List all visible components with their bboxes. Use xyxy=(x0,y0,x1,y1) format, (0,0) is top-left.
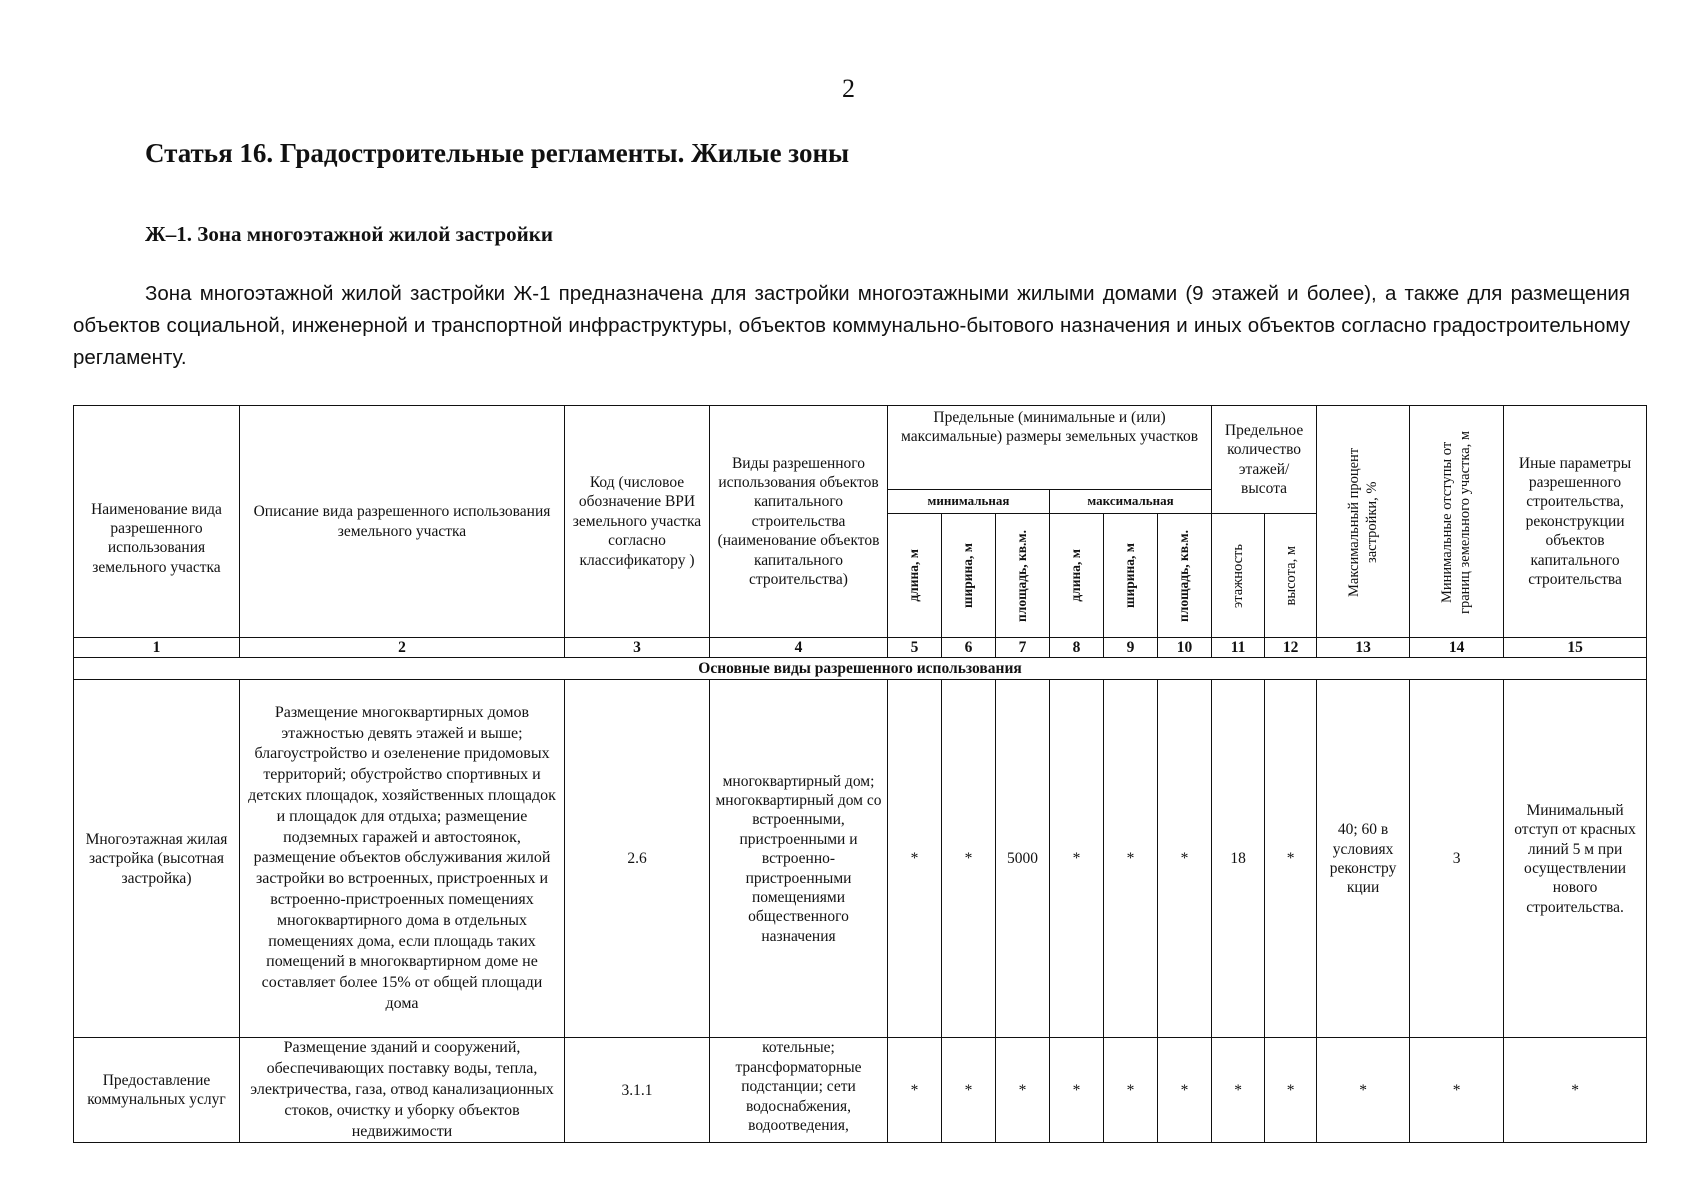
max-width-value: * xyxy=(1104,680,1158,1038)
regulations-table xyxy=(73,405,1647,1143)
use-name: Предоставление коммунальных услуг xyxy=(74,1038,240,1143)
header-floors-group: Предельное количество этажей/ высота xyxy=(1212,406,1317,514)
column-number: 8 xyxy=(1050,638,1104,658)
column-number: 15 xyxy=(1504,638,1647,658)
column-number: 11 xyxy=(1212,638,1265,658)
header-min-group: минимальная xyxy=(888,490,1050,514)
other-params-value: Минимальный отступ от красных линий 5 м при осуществлении нового строительства. xyxy=(1504,680,1647,1038)
max-length-value: * xyxy=(1050,680,1104,1038)
min-area-value: * xyxy=(996,1038,1050,1143)
header-col-15: Иные параметры разрешенного строительства, реконструкции объектов капитального строительства xyxy=(1504,406,1647,638)
column-number: 14 xyxy=(1410,638,1504,658)
coverage-value: 40; 60 в условиях реконстру кции xyxy=(1317,680,1410,1038)
min-length-value: * xyxy=(888,1038,942,1143)
column-number: 7 xyxy=(996,638,1050,658)
use-objects: многоквартирный дом; многоквартирный дом со встроенными, пристроенными и встроенно-пристроенными помещениями общественного назначения xyxy=(710,680,888,1038)
max-area-value: * xyxy=(1158,1038,1212,1143)
use-code: 2.6 xyxy=(565,680,710,1038)
table-header-row xyxy=(74,406,1647,490)
setback-value: * xyxy=(1410,1038,1504,1143)
min-area-value: 5000 xyxy=(996,680,1050,1038)
max-length-value: * xyxy=(1050,1038,1104,1143)
column-number: 6 xyxy=(942,638,996,658)
header-floors: этажность xyxy=(1212,514,1265,638)
header-col-3: Код (числовое обозначение ВРИ земельного участка согласно классификатору ) xyxy=(565,406,710,638)
header-col-14: Минимальные отступы от границ земельного участка, м xyxy=(1410,406,1504,638)
setback-value: 3 xyxy=(1410,680,1504,1038)
max-area-value: * xyxy=(1158,680,1212,1038)
header-col-4: Виды разрешенного использования объектов капитального строительства (наименование объектов капитального строительства) xyxy=(710,406,888,638)
column-number: 12 xyxy=(1265,638,1317,658)
column-number: 9 xyxy=(1104,638,1158,658)
column-number: 10 xyxy=(1158,638,1212,658)
header-col-13: Максимальный процент застройки, % xyxy=(1317,406,1410,638)
use-code: 3.1.1 xyxy=(565,1038,710,1143)
min-length-value: * xyxy=(888,680,942,1038)
floors-value: * xyxy=(1212,1038,1265,1143)
column-number: 4 xyxy=(710,638,888,658)
article-title: Статья 16. Градостроительные регламенты. Жилые зоны xyxy=(145,138,850,168)
column-number-row xyxy=(74,638,1647,658)
height-value: * xyxy=(1265,680,1317,1038)
intro-paragraph: Зона многоэтажной жилой застройки Ж-1 предназначена для застройки многоэтажными жилыми домами (9 этажей и более), а также для размещения объектов социальной, инженерной и транспортной инфраструктуры, объектов коммунально-бытового назначения и иных объектов согласно градостроительному регламенту. xyxy=(73,282,1630,369)
header-max-group: максимальная xyxy=(1050,490,1212,514)
header-height: высота, м xyxy=(1265,514,1317,638)
use-objects: котельные; трансформаторные подстанции; сети водоснабжения, водоотведения, xyxy=(710,1038,888,1143)
header-size-group: Предельные (минимальные и (или) максимальные) размеры земельных участков xyxy=(888,406,1212,490)
column-number: 1 xyxy=(74,638,240,658)
header-col-2: Описание вида разрешенного использования земельного участка xyxy=(240,406,565,638)
column-number: 2 xyxy=(240,638,565,658)
header-min-width: ширина, м xyxy=(942,514,996,638)
section-title: Основные виды разрешенного использования xyxy=(74,658,1647,680)
column-number: 3 xyxy=(565,638,710,658)
header-min-area: площадь, кв.м. xyxy=(996,514,1050,638)
header-max-length: длина, м xyxy=(1050,514,1104,638)
use-description: Размещение зданий и сооружений, обеспечивающих поставку воды, тепла, электричества, газа, отвод канализационных стоков, очистку и уборку объектов недвижимости xyxy=(240,1038,565,1143)
page-number: 2 xyxy=(842,74,855,103)
use-name: Многоэтажная жилая застройка (высотная застройка) xyxy=(74,680,240,1038)
table-row xyxy=(74,1038,1647,1143)
floors-value: 18 xyxy=(1212,680,1265,1038)
min-width-value: * xyxy=(942,1038,996,1143)
table-row xyxy=(74,680,1647,1038)
header-col-1: Наименование вида разрешенного использования земельного участка xyxy=(74,406,240,638)
max-width-value: * xyxy=(1104,1038,1158,1143)
header-max-width: ширина, м xyxy=(1104,514,1158,638)
use-description: Размещение многоквартирных домов этажностью девять этажей и выше; благоустройство и озеленение придомовых территорий; обустройство спортивных и детских площадок, хозяйственных площадок и площадок для отдыха; размещение подземных гаражей и автостоянок, размещение объектов обслуживания жилой застройки во встроенных, пристроенных и встроенно-пристроенных помещениях многоквартирного дома в отдельных помещениях дома, если площадь таких помещений в многоквартирном доме не составляет более 15% от общей площади дома xyxy=(240,680,565,1038)
other-params-value: * xyxy=(1504,1038,1647,1143)
column-number: 5 xyxy=(888,638,942,658)
min-width-value: * xyxy=(942,680,996,1038)
coverage-value: * xyxy=(1317,1038,1410,1143)
height-value: * xyxy=(1265,1038,1317,1143)
header-min-length: длина, м xyxy=(888,514,942,638)
column-number: 13 xyxy=(1317,638,1410,658)
zone-title: Ж–1. Зона многоэтажной жилой застройки xyxy=(145,222,553,246)
header-max-area: площадь, кв.м. xyxy=(1158,514,1212,638)
